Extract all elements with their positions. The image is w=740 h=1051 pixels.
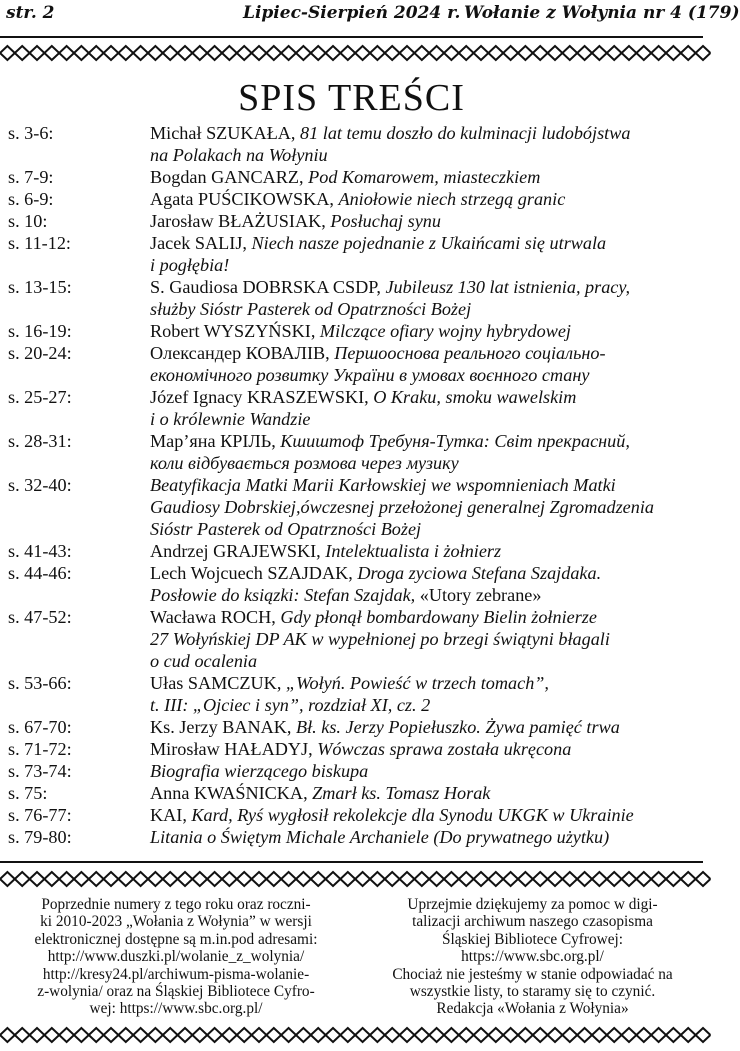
article-title: Intelektualista i żołnierz: [325, 541, 502, 561]
author-name: Bogdan GANCARZ,: [150, 167, 309, 187]
footer-note-left: [0, 896, 352, 1018]
toc-entry: [0, 782, 703, 804]
footer-line: z-wolynia/ oraz na Śląskiej Bibliotece Cyfro-: [37, 983, 315, 1001]
author-name: Wacława ROCH,: [150, 607, 281, 627]
toc-entry-text: [150, 430, 703, 474]
toc-page-range: s. 7-9:: [8, 167, 54, 187]
toc-entry: [0, 210, 703, 232]
toc-entry-text: [150, 804, 703, 826]
toc-line: [150, 804, 703, 826]
footer-line: elektronicznej dostępne są m.in.pod adresami:: [34, 930, 318, 948]
toc-line: [150, 562, 703, 584]
author-name: Anna KWAŚNICKA,: [150, 783, 313, 803]
article-title: Pod Komarowem, miasteczkiem: [308, 167, 541, 187]
author-name: Mirosław HAŁADYJ,: [150, 739, 318, 759]
toc-line: [150, 628, 703, 650]
article-title: коли відбувається розмова через музику: [150, 453, 459, 473]
article-title: t. III: „Ojciec i syn”, rozdział XI, cz. 2: [150, 695, 431, 715]
footer-line: https://www.sbc.org.pl/: [461, 948, 604, 966]
article-title: Jubileusz 130 lat istnienia, pracy,: [385, 277, 630, 297]
toc-line: [150, 496, 703, 518]
toc-entry: [0, 166, 703, 188]
footer-line: Chociaż nie jesteśmy w stanie odpowiadać na: [392, 965, 673, 983]
toc-entry-text: [150, 782, 703, 804]
toc-entry: [0, 804, 703, 826]
toc-line: [150, 386, 703, 408]
article-title: 27 Wołyńskiej DP AK w wypełnionej po brzegi świątyni błagali: [150, 629, 610, 649]
article-title: Posłuchaj synu: [330, 211, 441, 231]
toc-entry-text: [150, 210, 703, 232]
toc-page-range: s. 53-66:: [8, 673, 72, 693]
article-title: Niech nasze pojednanie z Ukaińcami się utrwala: [251, 233, 607, 253]
toc-page-range: s. 16-19:: [8, 321, 72, 341]
toc-line: [150, 738, 703, 760]
toc-line: [150, 672, 703, 694]
page-title: SPIS TREŚCI: [238, 77, 465, 119]
toc-entry-text: [150, 386, 703, 430]
article-title: Gaudiosy Dobrskiej,ówczesnej przełożonej generalnej Zgromadzenia: [150, 497, 654, 517]
footer-note-right: [362, 896, 703, 1018]
page-number: str. 2: [6, 3, 55, 23]
toc-entry-text: [150, 606, 703, 672]
toc-line: [150, 650, 703, 672]
article-title: służby Sióstr Pasterek od Opatrzności Bożej: [150, 299, 472, 319]
toc-entry-text: [150, 122, 703, 166]
toc-entry: [0, 342, 703, 386]
author-name: Ks. Jerzy BANAK,: [150, 717, 296, 737]
author-name: Мар’яна КРІЛЬ,: [150, 431, 281, 451]
author-name: «Utory zebrane»: [419, 585, 542, 605]
article-title: Beatyfikacja Matki Marii Karłowskiej we wspomnieniach Matki: [150, 475, 616, 495]
article-title: Gdy płonął bombardowany Bielin żołnierze: [280, 607, 597, 627]
toc-entry: [0, 474, 703, 540]
toc-line: [150, 408, 703, 430]
toc-entry: [0, 122, 703, 166]
author-name: Józef Ignacy KRASZEWSKI,: [150, 387, 374, 407]
toc-entry-text: [150, 474, 703, 540]
article-title: Sióstr Pasterek od Opatrzności Bożej: [150, 519, 422, 539]
article-title: Кшиштоф Требуня-Тутка: Світ прекрасний,: [280, 431, 630, 451]
toc-entry-text: [150, 826, 703, 848]
toc-line: [150, 298, 703, 320]
article-title: Litania o Świętym Michale Archaniele (Do prywatnego użytku): [150, 827, 610, 847]
toc-page-range: s. 71-72:: [8, 739, 72, 759]
toc-page-range: s. 32-40:: [8, 475, 72, 495]
article-title: i pogłębia!: [150, 255, 230, 275]
article-title: 81 lat temu doszło do kulminacji ludobójstwa: [300, 123, 631, 143]
toc-line: [150, 584, 703, 606]
toc-page-range: s. 75:: [8, 783, 48, 803]
toc-entry-text: [150, 320, 703, 342]
footer-line: wej: https://www.sbc.org.pl/: [89, 1000, 263, 1018]
footer-line: ki 2010-2023 „Wołania z Wołynia” w wersji: [40, 913, 312, 931]
toc-entry: [0, 760, 703, 782]
article-title: Droga zyciowa Stefana Szajdaka.: [357, 563, 602, 583]
toc-line: [150, 320, 703, 342]
toc-entry-text: [150, 672, 703, 716]
toc-line: [150, 122, 703, 144]
article-title: Biografia wierzącego biskupa: [150, 761, 369, 781]
toc-line: [150, 210, 703, 232]
toc-line: [150, 760, 703, 782]
toc-line: [150, 540, 703, 562]
article-title: Kard, Ryś wygłosił rekolekcje dla Synodu UKGK w Ukrainie: [191, 805, 634, 825]
toc-page-range: s. 67-70:: [8, 717, 72, 737]
author-name: S. Gaudiosa DOBRSKA CSDP,: [150, 277, 386, 297]
toc-entry-text: [150, 166, 703, 188]
footer-line: http://kresy24.pl/archiwum-pisma-wolanie-: [42, 965, 310, 983]
toc-line: [150, 716, 703, 738]
toc-entry-text: [150, 760, 703, 782]
toc-entry: [0, 540, 703, 562]
toc-line: [150, 474, 703, 496]
footer-line: Śląskiej Bibliotece Cyfrowej:: [442, 930, 623, 948]
article-title: i o królewnie Wandzie: [150, 409, 311, 429]
toc-line: [150, 254, 703, 276]
toc-page-range: s. 13-15:: [8, 277, 72, 297]
toc-entry-text: [150, 188, 703, 210]
footer-line: Uprzejmie dziękujemy za pomoc w digi-: [407, 896, 658, 913]
article-title: Bł. ks. Jerzy Popiełuszko. Żywa pamięć trwa: [296, 717, 620, 737]
toc-line: [150, 166, 703, 188]
toc-line: [150, 452, 703, 474]
toc-entry-text: [150, 562, 703, 606]
toc-page-range: s. 79-80:: [8, 827, 72, 847]
footer-line: wszystkie listy, to staramy się to czynić.: [409, 983, 656, 1001]
author-name: Agata PUŚCIKOWSKA,: [150, 189, 339, 209]
toc-page-range: s. 10:: [8, 211, 48, 231]
toc-entry: [0, 826, 703, 848]
footer-line: talizacji archiwum naszego czasopisma: [412, 913, 653, 931]
author-name: Robert WYSZYŃSKI,: [150, 321, 320, 341]
toc-entry: [0, 232, 703, 276]
toc-entry: [0, 562, 703, 606]
article-title: Posłowie do ksiązki: Stefan Szajdak,: [150, 585, 420, 605]
toc-page-range: s. 11-12:: [8, 233, 71, 253]
toc-page-range: s. 25-27:: [8, 387, 72, 407]
toc-line: [150, 606, 703, 628]
toc-line: [150, 518, 703, 540]
table-of-contents: [0, 122, 703, 848]
author-name: KAI,: [150, 805, 192, 825]
toc-entry: [0, 430, 703, 474]
author-name: Ułas SAMCZUK,: [150, 673, 286, 693]
toc-line: [150, 232, 703, 254]
page-header: [0, 0, 740, 30]
toc-line: [150, 276, 703, 298]
toc-line: [150, 364, 703, 386]
toc-line: [150, 144, 703, 166]
toc-page-range: s. 76-77:: [8, 805, 72, 825]
footer-rule: [0, 861, 703, 863]
article-title: na Polakach na Wołyniu: [150, 145, 328, 165]
author-name: Michał SZUKAŁA,: [150, 123, 301, 143]
toc-line: [150, 342, 703, 364]
toc-entry: [0, 738, 703, 760]
toc-page-range: s. 47-52:: [8, 607, 72, 627]
top-zigzag-border: [0, 44, 703, 62]
toc-entry-text: [150, 716, 703, 738]
issue-date: Lipiec-Sierpień 2024 r.: [243, 3, 461, 23]
toc-page-range: s. 20-24:: [8, 343, 72, 363]
toc-entry-text: [150, 342, 703, 386]
article-title: O Kraku, smoku wawelskim: [373, 387, 577, 407]
bottom-zigzag-border: [0, 1026, 703, 1044]
toc-entry: [0, 320, 703, 342]
toc-line: [150, 188, 703, 210]
article-title: Milczące ofiary wojny hybrydowej: [319, 321, 571, 341]
issue-title: Wołanie z Wołynia nr 4 (179): [464, 3, 740, 23]
author-name: Andrzej GRAJEWSKI,: [150, 541, 326, 561]
toc-entry-text: [150, 540, 703, 562]
toc-page-range: s. 73-74:: [8, 761, 72, 781]
article-title: економічного розвитку України в умовах воєнного стану: [150, 365, 590, 385]
toc-page-range: s. 41-43:: [8, 541, 72, 561]
middle-zigzag-border: [0, 870, 703, 888]
toc-entry: [0, 188, 703, 210]
toc-entry-text: [150, 232, 703, 276]
author-name: Lech Wojcuech SZAJDAK,: [150, 563, 358, 583]
article-title: o cud ocalenia: [150, 651, 258, 671]
footer-line: Poprzednie numery z tego roku oraz roczni-: [41, 896, 311, 913]
footer-line: Redakcja «Wołania z Wołynia»: [436, 1000, 629, 1018]
author-name: Jacek SALIJ,: [150, 233, 252, 253]
article-title: Wówczas sprawa została ukręcona: [317, 739, 572, 759]
toc-entry-text: [150, 738, 703, 760]
toc-line: [150, 430, 703, 452]
toc-page-range: s. 44-46:: [8, 563, 72, 583]
toc-line: [150, 694, 703, 716]
toc-entry: [0, 276, 703, 320]
article-title: Aniołowie niech strzegą granic: [338, 189, 566, 209]
article-title: „Wołyń. Powieść w trzech tomach”,: [285, 673, 549, 693]
toc-entry: [0, 606, 703, 672]
header-rule: [0, 36, 703, 38]
footer-line: http://www.duszki.pl/wolanie_z_wolynia/: [47, 948, 305, 966]
toc-entry: [0, 672, 703, 716]
toc-page-range: s. 28-31:: [8, 431, 72, 451]
toc-page-range: s. 3-6:: [8, 123, 54, 143]
toc-line: [150, 782, 703, 804]
author-name: Олександер КОВАЛІВ,: [150, 343, 335, 363]
toc-entry: [0, 386, 703, 430]
toc-line: [150, 826, 703, 848]
article-title: Zmarł ks. Tomasz Horak: [312, 783, 491, 803]
toc-page-range: s. 6-9:: [8, 189, 54, 209]
toc-entry-text: [150, 276, 703, 320]
article-title: Першооснова реального соціально-: [334, 343, 606, 363]
author-name: Jarosław BŁAŻUSIAK,: [150, 211, 331, 231]
toc-entry: [0, 716, 703, 738]
